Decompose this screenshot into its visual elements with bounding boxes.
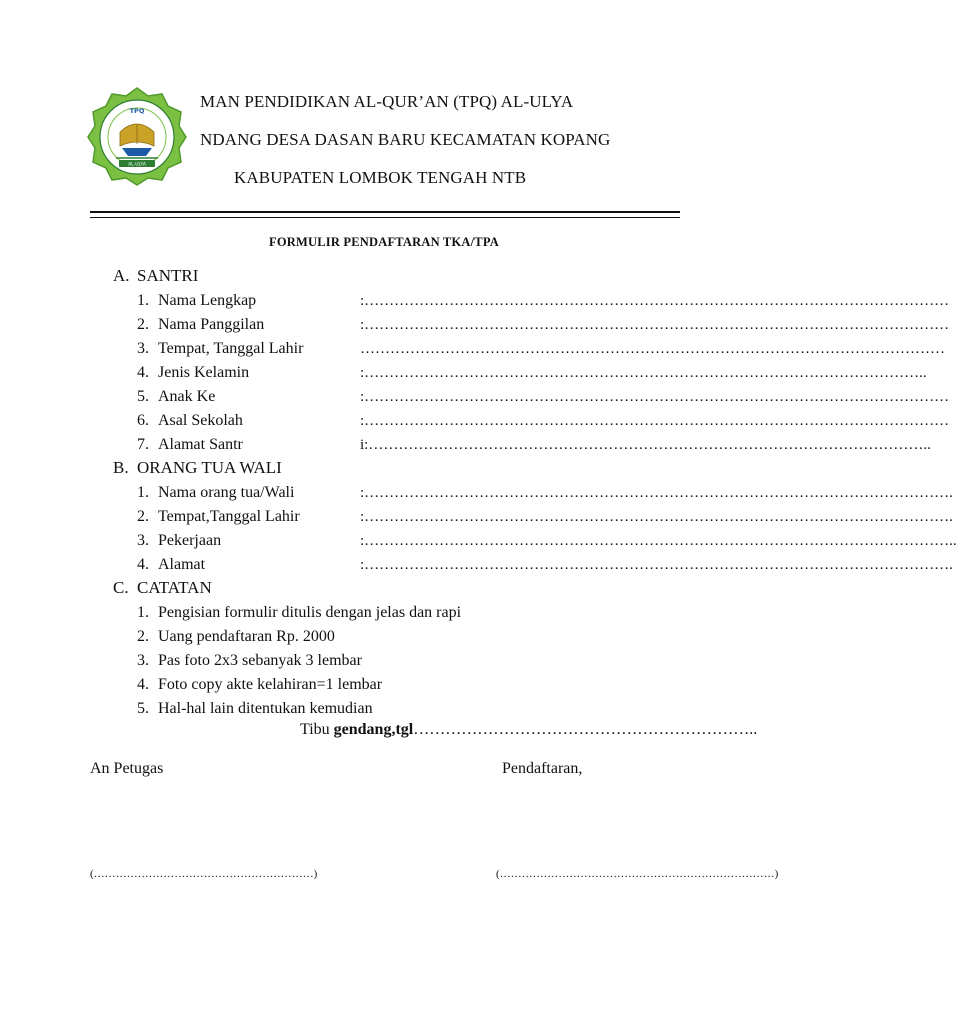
field-label: Alamat Santr xyxy=(158,436,243,453)
officer-signature-label: An Petugas xyxy=(90,760,164,777)
fill-in-line: :……………………………………………………………………………………………………… xyxy=(360,293,950,309)
field-row-jenis-kelamin xyxy=(137,362,249,384)
note-text: Pas foto 2x3 sebanyak 3 lembar xyxy=(158,652,362,669)
field-label: Asal Sekolah xyxy=(158,412,243,429)
field-label: Anak Ke xyxy=(158,388,216,405)
logo-text-bottom: AL-ULYA xyxy=(128,162,146,168)
field-label: Nama orang tua/Wali xyxy=(158,484,295,501)
item-number: 4. xyxy=(137,556,149,573)
item-number: 5. xyxy=(137,700,149,717)
field-row-pekerjaan xyxy=(137,530,221,552)
registrant-signature-label: Pendaftaran, xyxy=(502,760,583,777)
field-row-nama-orang-tua xyxy=(137,482,294,504)
fill-in-line: ……………………………………………………………………………………………………… xyxy=(360,341,945,357)
note-item xyxy=(137,626,335,648)
item-number: 3. xyxy=(137,652,149,669)
section-letter: A. xyxy=(113,266,130,285)
note-text: Pengisian formulir ditulis dengan jelas dan rapi xyxy=(158,604,462,621)
field-row-alamat-wali xyxy=(137,554,205,576)
field-label: Tempat, Tanggal Lahir xyxy=(158,340,304,357)
field-label: Jenis Kelamin xyxy=(158,364,250,381)
field-label: Alamat xyxy=(158,556,206,573)
fill-in-line: :……………………………………………………………………………………………………… xyxy=(360,413,950,429)
item-number: 6. xyxy=(137,412,149,429)
fill-in-line: :………………………………………………………………………………………………………. xyxy=(360,509,953,525)
section-b-heading xyxy=(113,458,282,478)
field-label: Tempat,Tanggal Lahir xyxy=(158,508,300,525)
fill-in-line: :……………………………………………………………………………………………………… xyxy=(360,317,950,333)
fill-in-line: :………………………………………………………………………………………………………. xyxy=(360,557,953,573)
header-line-2: NDANG DESA DASAN BARU KECAMATAN KOPANG xyxy=(200,130,611,149)
field-row-anak-ke xyxy=(137,386,215,408)
field-row-asal-sekolah xyxy=(137,410,243,432)
officer-signature-line: (……………………………………………………) xyxy=(90,868,318,880)
field-row-tempat-tanggal-lahir xyxy=(137,338,303,360)
note-item xyxy=(137,674,382,696)
item-number: 2. xyxy=(137,316,149,333)
item-number: 1. xyxy=(137,292,149,309)
item-number: 4. xyxy=(137,676,149,693)
fill-in-line: :………………………………………………………………………………………………………. xyxy=(360,485,953,501)
header-line-1: MAN PENDIDIKAN AL-QUR’AN (TPQ) AL-ULYA xyxy=(200,92,574,111)
tpq-logo xyxy=(86,86,188,186)
field-row-alamat-santri xyxy=(137,434,243,456)
note-item xyxy=(137,602,461,624)
note-item xyxy=(137,698,373,720)
logo-text-top: TPQ xyxy=(129,107,145,115)
section-title: ORANG TUA WALI xyxy=(137,458,282,477)
section-title: CATATAN xyxy=(137,578,212,597)
item-number: 7. xyxy=(137,436,149,453)
field-row-nama-panggilan xyxy=(137,314,264,336)
item-number: 1. xyxy=(137,604,149,621)
registrant-signature-line: (…………………………………………………………………) xyxy=(496,868,779,880)
note-text: Foto copy akte kelahiran=1 lembar xyxy=(158,676,383,693)
section-letter: B. xyxy=(113,458,129,477)
note-text: Hal-hal lain ditentukan kemudian xyxy=(158,700,373,717)
section-title: SANTRI xyxy=(137,266,199,285)
item-number: 2. xyxy=(137,628,149,645)
field-row-tempat-tanggal-lahir-wali xyxy=(137,506,300,528)
item-number: 5. xyxy=(137,388,149,405)
item-number: 2. xyxy=(137,508,149,525)
field-label: Nama Lengkap xyxy=(158,292,257,309)
header-divider-thin xyxy=(90,217,680,218)
fill-in-line: :……………………………………………………………………………………………………….. xyxy=(360,533,957,549)
field-label: Nama Panggilan xyxy=(158,316,265,333)
section-c-heading xyxy=(113,578,212,598)
place-prefix: Tibu xyxy=(300,721,334,738)
section-letter: C. xyxy=(113,578,129,597)
item-number: 1. xyxy=(137,484,149,501)
note-item xyxy=(137,650,362,672)
date-fill-in-line: ……………………………………………………….. xyxy=(413,721,758,738)
item-number: 3. xyxy=(137,532,149,549)
item-number: 3. xyxy=(137,340,149,357)
form-title: FORMULIR PENDAFTARAN TKA/TPA xyxy=(269,235,499,249)
section-a-heading xyxy=(113,266,198,286)
fill-in-line: :………………………………………………………………………………………………….. xyxy=(360,365,927,381)
fill-in-line: :……………………………………………………………………………………………………… xyxy=(360,389,950,405)
place-name: gendang,tgl xyxy=(333,721,414,738)
note-text: Uang pendaftaran Rp. 2000 xyxy=(158,628,335,645)
item-number: 4. xyxy=(137,364,149,381)
header-line-3: KABUPATEN LOMBOK TENGAH NTB xyxy=(234,168,527,187)
place-date-line xyxy=(300,721,757,739)
field-label: Pekerjaan xyxy=(158,532,222,549)
fill-in-line: i:………………………………………………………………………………………………….. xyxy=(360,437,931,453)
field-row-nama-lengkap xyxy=(137,290,256,312)
header-divider-thick xyxy=(90,211,680,213)
